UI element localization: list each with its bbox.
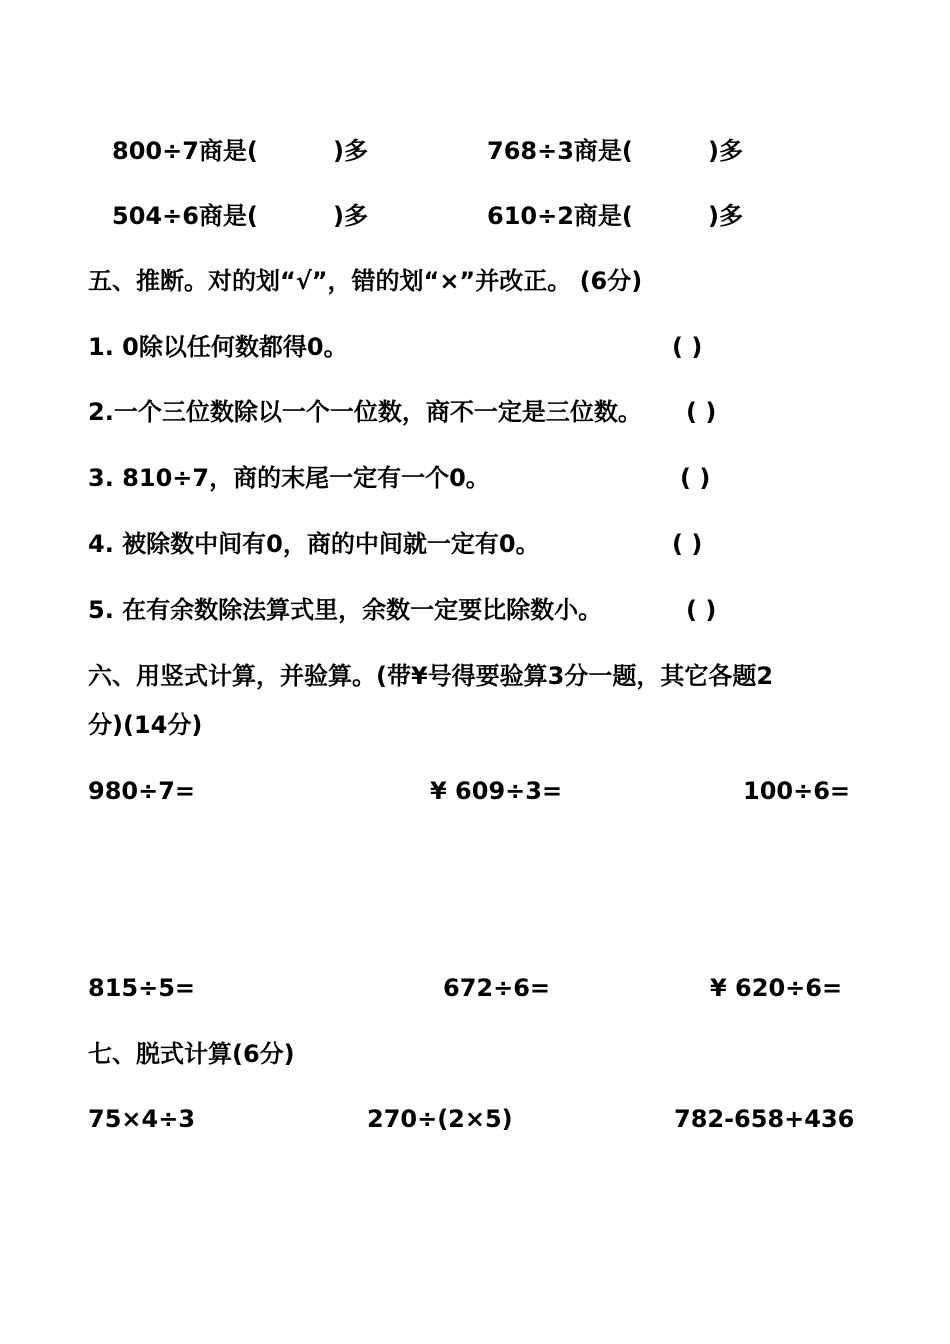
- estimate-expr: 800÷7商是(: [112, 137, 258, 165]
- judgement-item: 1. 0除以任何数都得0。: [88, 333, 348, 361]
- estimate-close: )多: [708, 137, 743, 165]
- estimate-expr: 610÷2商是(: [487, 202, 633, 230]
- section-title-vertical-calc-cont: 分)(14分): [88, 711, 203, 739]
- answer-paren[interactable]: ( ): [686, 398, 717, 426]
- judgement-item: 5. 在有余数除法算式里，余数一定要比除数小。: [88, 596, 603, 624]
- judgement-item: 4. 被除数中间有0，商的中间就一定有0。: [88, 530, 540, 558]
- calc-problem: ¥ 609÷3=: [430, 777, 563, 805]
- calc-problem: 815÷5=: [88, 974, 196, 1002]
- section-title-judgement: 五、推断。对的划“√”，错的划“×”并改正。 (6分): [88, 267, 643, 295]
- stepwise-problem: 75×4÷3: [88, 1105, 196, 1133]
- estimate-close: )多: [333, 202, 368, 230]
- estimate-expr: 504÷6商是(: [112, 202, 258, 230]
- calc-problem: 100÷6=: [743, 777, 851, 805]
- stepwise-problem: 270÷(2×5): [367, 1105, 513, 1133]
- calc-problem: 980÷7=: [88, 777, 196, 805]
- answer-paren[interactable]: ( ): [686, 596, 717, 624]
- answer-paren[interactable]: ( ): [672, 530, 703, 558]
- judgement-item: 2.一个三位数除以一个一位数，商不一定是三位数。: [88, 398, 642, 426]
- judgement-item: 3. 810÷7，商的末尾一定有一个0。: [88, 464, 490, 492]
- answer-paren[interactable]: ( ): [672, 333, 703, 361]
- estimate-close: )多: [708, 202, 743, 230]
- estimate-expr: 768÷3商是(: [487, 137, 633, 165]
- answer-paren[interactable]: ( ): [680, 464, 711, 492]
- stepwise-problem: 782-658+436: [674, 1105, 855, 1133]
- calc-problem: ¥ 620÷6=: [710, 974, 843, 1002]
- calc-problem: 672÷6=: [443, 974, 551, 1002]
- estimate-close: )多: [333, 137, 368, 165]
- section-title-stepwise-calc: 七、脱式计算(6分): [88, 1040, 295, 1068]
- section-title-vertical-calc: 六、用竖式计算，并验算。(带¥号得要验算3分一题，其它各题2: [88, 662, 774, 690]
